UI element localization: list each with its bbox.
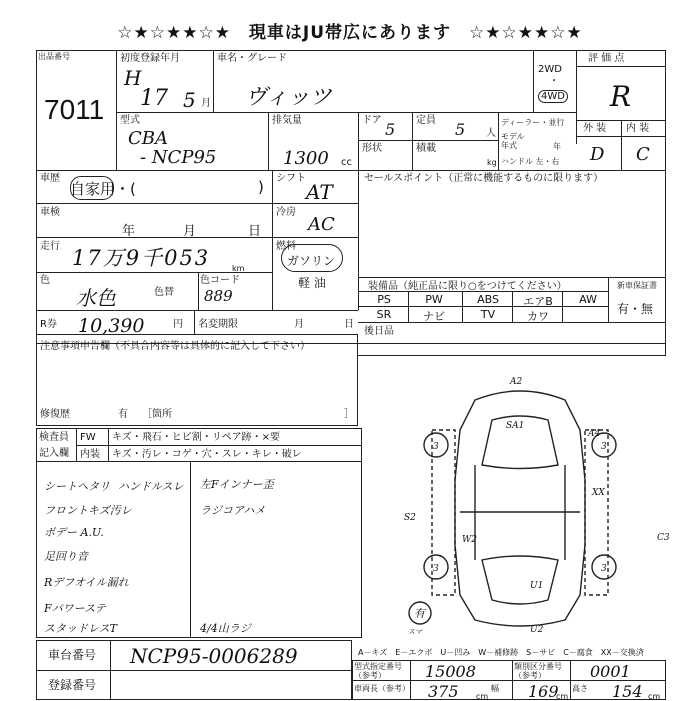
displacement: 1300	[283, 148, 329, 169]
fw-label: FW	[80, 432, 96, 443]
mark-s2: S2	[404, 513, 416, 523]
interior-items: キズ・汚レ・コゲ・穴・スレ・キレ・破レ	[112, 449, 302, 460]
mark-w2: W2	[462, 535, 477, 545]
inspection-label: 車検	[40, 207, 60, 218]
drive-2wd: 2WD	[538, 64, 562, 75]
remark-item: フロントキズ汚レ	[44, 504, 132, 517]
model-label: 型式	[120, 115, 140, 126]
score-label: 評 価 点	[588, 53, 625, 64]
length-unit: cm	[476, 692, 489, 701]
inspector-label: 検査員	[39, 432, 69, 443]
displacement-label: 排気量	[272, 115, 302, 126]
shift: AT	[306, 180, 333, 204]
height-unit: cm	[648, 692, 661, 701]
equipment-option: PW	[425, 293, 443, 306]
chassis-number: NCP95-0006289	[130, 644, 298, 668]
category: 0001	[590, 662, 631, 681]
interior-label: 内 装	[626, 123, 650, 134]
first-reg-month: 5	[183, 88, 196, 112]
name-change-label: 名変期限	[198, 319, 238, 330]
first-reg-label: 初度登録年月	[120, 53, 180, 64]
remark-item: ハンドルスレ	[118, 480, 184, 493]
recorder-label: 記入欄	[39, 448, 69, 459]
usage-circle	[70, 176, 114, 200]
height-label: 高さ	[572, 684, 588, 693]
repair-label: 修復歴	[40, 409, 70, 420]
capacity-label: 定員	[416, 115, 436, 126]
height: 154	[612, 682, 643, 701]
width: 169	[528, 682, 559, 701]
dealer-label: ディーラー・並行	[501, 118, 565, 127]
repair-location-label: ［箇所	[142, 409, 172, 420]
mark-sa1: SA1	[506, 421, 525, 431]
inspection-month-unit: 月	[183, 224, 197, 239]
fuel-diesel: 軽 油	[298, 276, 326, 290]
fuel-gasoline: ガソリン	[287, 254, 336, 268]
mark-xx: XX	[592, 488, 605, 498]
rear-seat-label: 後日品	[364, 326, 394, 337]
seats-unit: 人	[486, 128, 496, 139]
warranty-label: 新車保証書	[617, 281, 657, 290]
color-label: 色	[40, 275, 50, 286]
interior-grade: C	[636, 144, 650, 165]
car-name: ヴィッツ	[245, 85, 332, 110]
model-year-unit: 年	[553, 142, 561, 151]
banner: ☆★☆★★☆★ 現車はJU帯広にあります ☆★☆★★☆★	[117, 23, 583, 43]
warranty-value: 有・無	[617, 302, 654, 316]
model-year-label: モデル年式	[501, 132, 525, 150]
shape-label: 形状	[362, 143, 382, 154]
fuel-label: 燃料	[276, 241, 296, 252]
width-label: 幅	[491, 684, 499, 693]
load-unit: kg	[487, 158, 497, 167]
length: 375	[428, 682, 459, 701]
interior-check-label: 内装	[80, 449, 100, 460]
remark-item: 左Fインナー歪	[200, 478, 274, 491]
mileage: 17万9千053	[72, 246, 211, 270]
notes-label: 注意事項申告欄（不具合内容等は具体的に記入して下さい）	[40, 341, 310, 352]
mileage-label: 走行	[40, 241, 60, 252]
tire-3-rl: 3	[433, 564, 439, 574]
equipment-option: TV	[480, 308, 496, 321]
recycle-unit: 円	[173, 319, 183, 330]
tire-3-rr: 3	[601, 564, 607, 574]
exterior-label: 外 装	[583, 123, 607, 134]
car-diagram	[380, 370, 680, 640]
tire-3-fl: 3	[433, 442, 439, 452]
remark-item: Fパワーステ	[44, 602, 106, 615]
color-code: 889	[204, 287, 233, 305]
stamp-text: 有	[414, 607, 425, 620]
car-name-label: 車名・グレード	[217, 53, 287, 64]
handle-label: ハンドル 左・右	[501, 157, 560, 166]
drive-4wd: 4WD	[538, 90, 568, 103]
equipment-option: ナビ	[423, 310, 445, 323]
remark-item: シートヘタリ	[44, 480, 110, 493]
mark-a4: A4	[588, 429, 601, 439]
load-label: 積載	[416, 143, 436, 154]
chassis-label: 車台番号	[48, 648, 97, 662]
fuel-circle	[281, 244, 343, 272]
ac-label: 冷房	[276, 207, 296, 218]
usage-label: 車歴	[40, 173, 60, 184]
usage-close: )	[258, 178, 264, 196]
lot-label: 出品番号	[38, 52, 70, 61]
color-code-label: 色コード	[200, 275, 240, 286]
color-value: 水色	[76, 286, 116, 310]
name-change-month: 月	[294, 319, 304, 330]
sales-point-label: セールスポイント（正常に機能するものに限ります）	[364, 173, 604, 184]
equipment-option: SR	[376, 308, 392, 321]
color-change-label: 色替	[154, 287, 174, 298]
displacement-unit: cc	[341, 157, 352, 168]
inspection-day-unit: 日	[248, 224, 262, 239]
mark-a2: A2	[510, 377, 523, 387]
remark-item: 足回り音	[44, 550, 88, 563]
remark-item: スタッドレスT	[44, 622, 118, 635]
shift-label: シフト	[276, 173, 306, 184]
remark-item: Rデフオイル漏れ	[44, 576, 129, 589]
tire-3-fr: 3	[601, 442, 607, 452]
doors: 5	[385, 120, 396, 139]
type-designation-label: 型式指定番号（参考）	[354, 662, 402, 680]
legend: A－キズ E－エクボ U－凹み W－補修跡 S－サビ C－腐食 XX－交換済	[358, 648, 644, 657]
equipment-option: AW	[579, 293, 597, 306]
stamp-sub: スマ	[408, 628, 422, 636]
remark-item: ラジコアハメ	[200, 504, 266, 517]
mileage-unit: km	[232, 264, 245, 273]
drive-dot: ・	[549, 76, 559, 87]
exterior-grade: D	[590, 144, 605, 165]
first-reg-year: 17	[140, 86, 168, 111]
model-prefix: CBA	[128, 128, 168, 149]
equipment-option: PS	[377, 293, 391, 306]
recycle-value: 10,390	[78, 315, 145, 337]
inspection-year-unit: 年	[122, 224, 136, 239]
fw-items: キズ・飛石・ヒビ割・リペア跡・×要	[112, 432, 280, 443]
equipment-option: ABS	[477, 293, 499, 306]
first-reg-era: H	[124, 66, 142, 90]
model-code: - NCP95	[140, 147, 217, 168]
remark-item: ボデー A.U.	[44, 526, 104, 539]
equipment-option: エアB	[523, 295, 553, 308]
equipment-label: 装備品（純正品に限り○をつけてください）	[368, 281, 567, 292]
repair-value: 有	[118, 409, 128, 420]
category-label: 類別区分番号（参考）	[514, 662, 562, 680]
score: R	[610, 80, 632, 113]
length-label: 車両長（参考）	[354, 684, 410, 693]
name-change-day: 日	[344, 319, 354, 330]
width-unit: cm	[556, 692, 569, 701]
first-reg-month-unit: 月	[201, 98, 211, 109]
remark-item: 4/4山ラジ	[200, 622, 251, 635]
seats: 5	[455, 120, 466, 139]
ac: AC	[308, 214, 335, 235]
type-designation: 15008	[425, 662, 476, 681]
equipment-option: カワ	[527, 310, 549, 323]
mark-u2: U2	[530, 625, 544, 635]
lot-number: 7011	[44, 94, 105, 125]
door-label: ドア	[362, 115, 382, 126]
recycle-label: R券	[40, 319, 57, 330]
usage-value: 自家用・(	[70, 180, 136, 198]
mark-u1: U1	[530, 581, 544, 591]
reg-label: 登録番号	[48, 678, 97, 692]
mark-c3: C3	[657, 533, 670, 543]
repair-location-close: ］	[344, 409, 354, 420]
